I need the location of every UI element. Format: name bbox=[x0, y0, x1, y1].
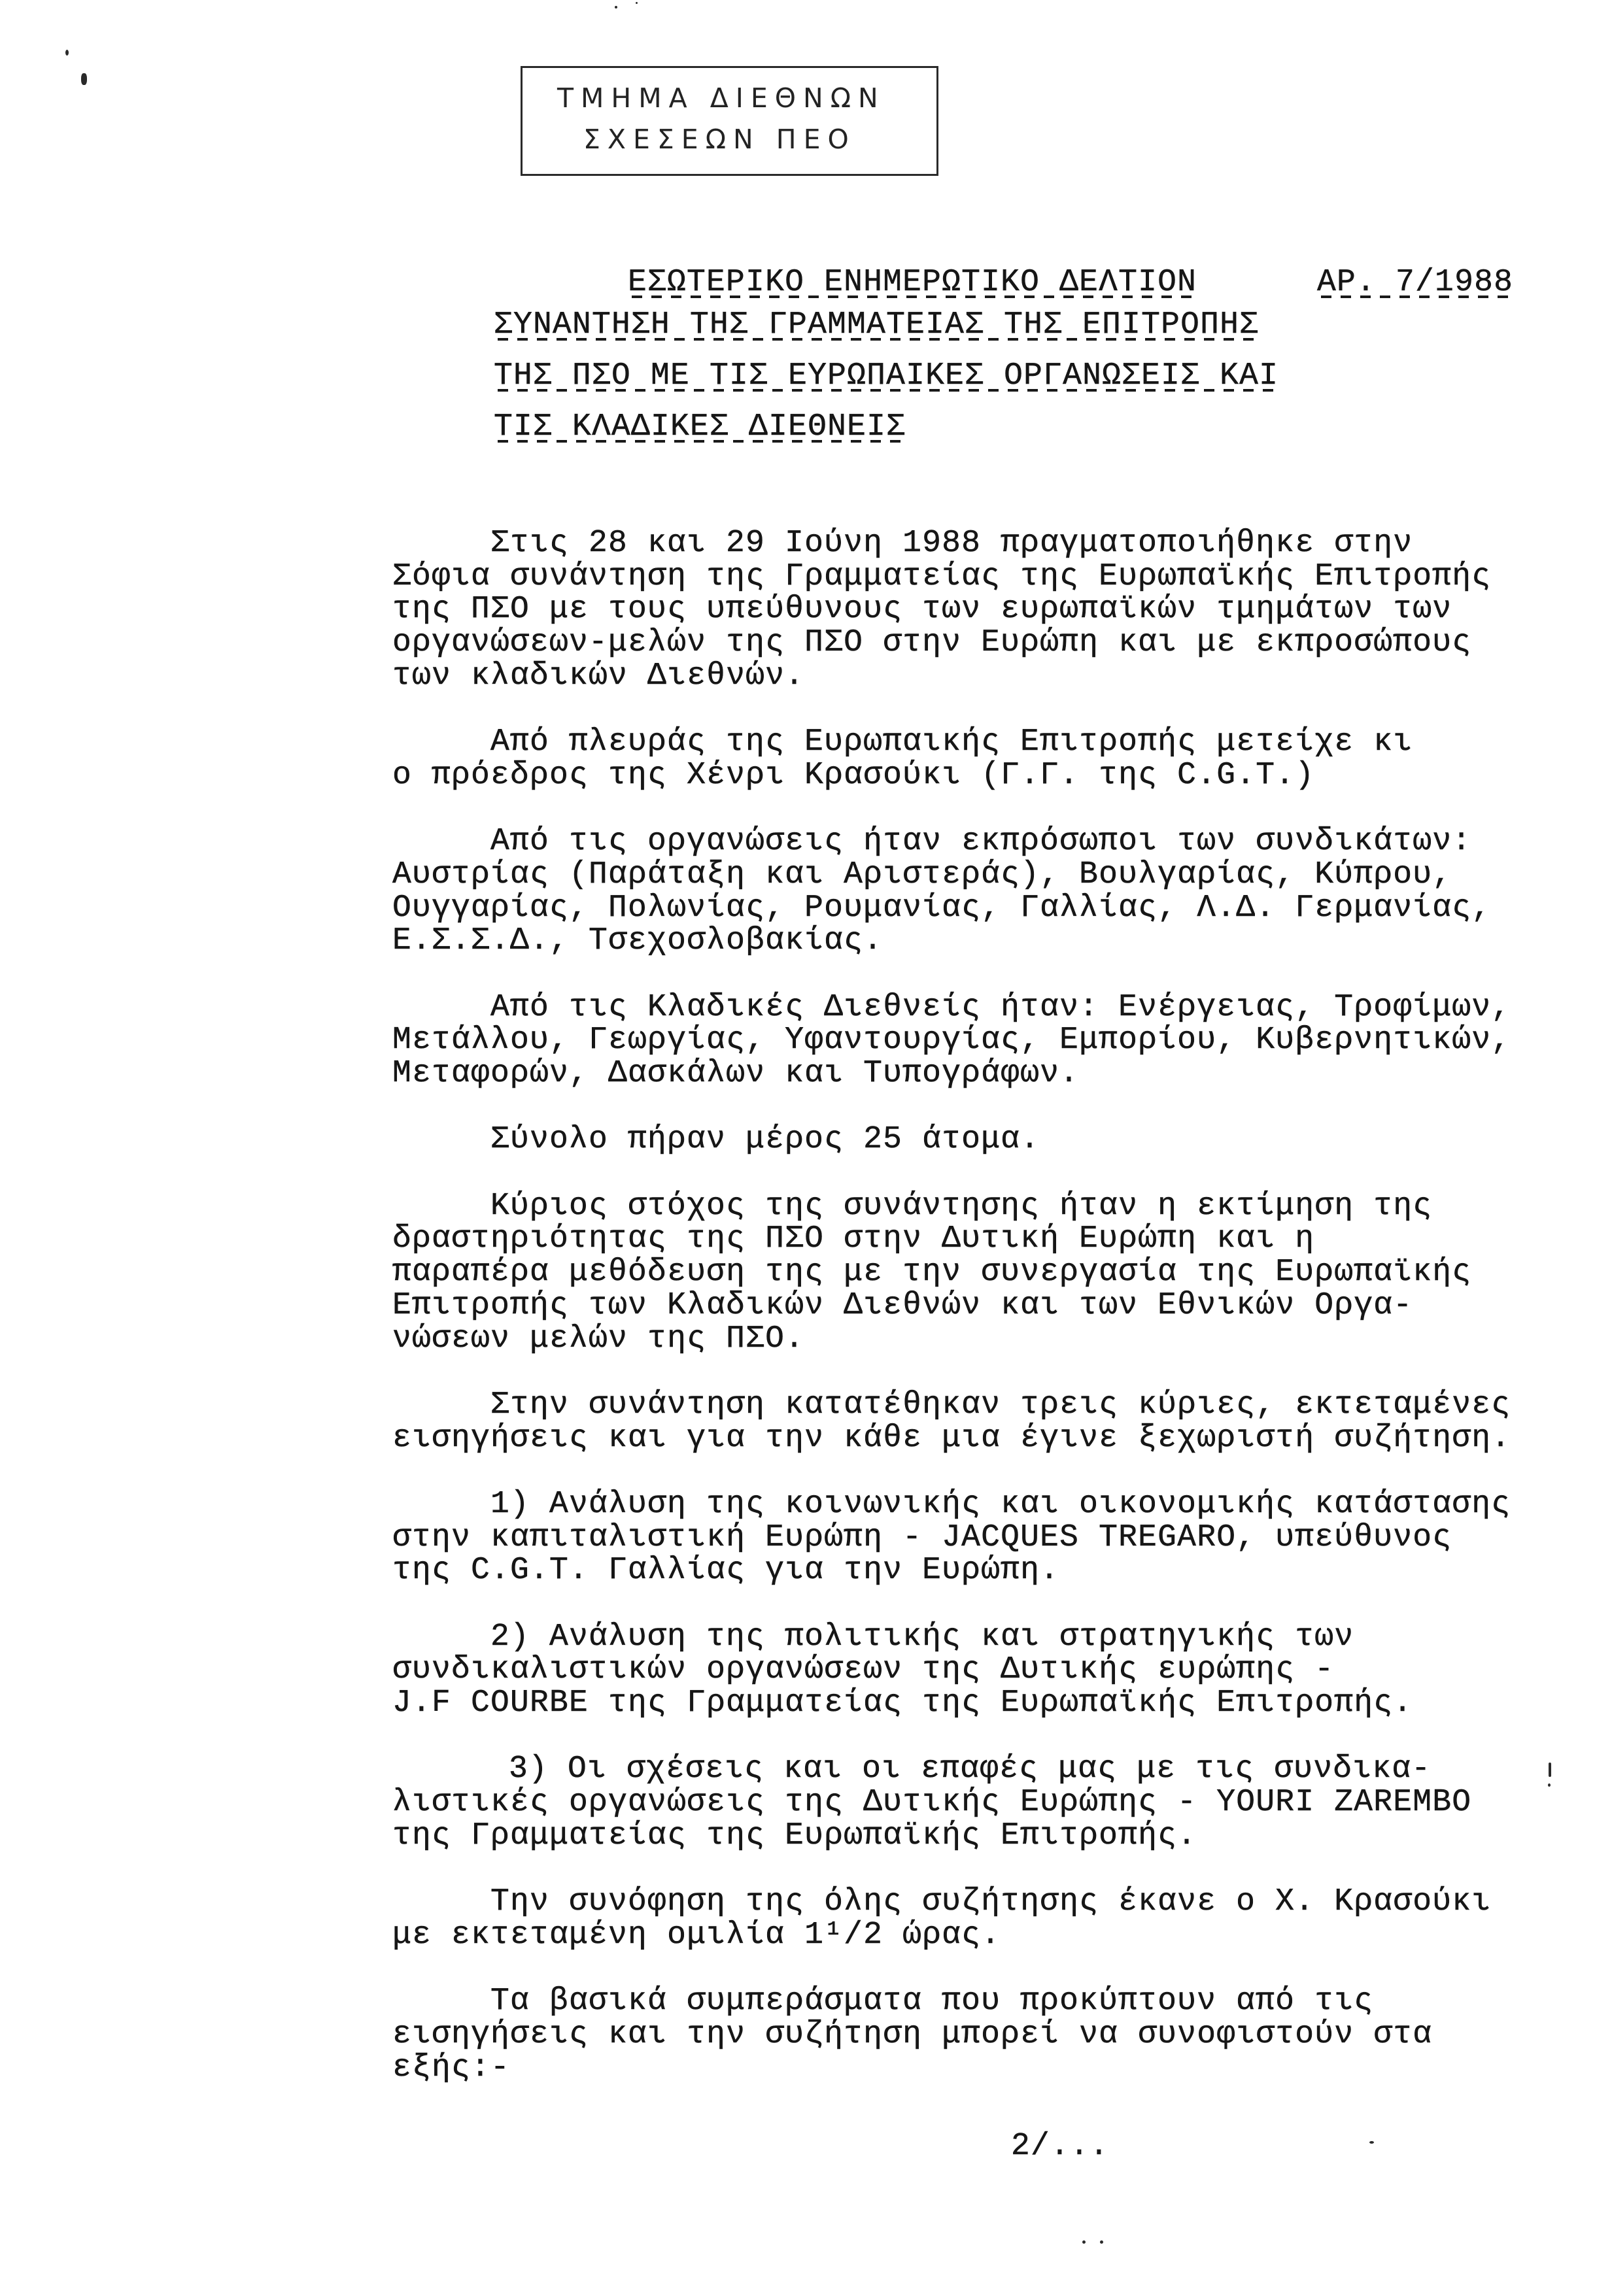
subject-line: ΣΥΝΑΝΤΗΣΗ ΤΗΣ ΓΡΑΜΜΑΤΕΙΑΣ ΤΗΣ ΕΠΙΤΡΟΠΗΣ bbox=[494, 307, 1260, 343]
paragraph bbox=[392, 1985, 1583, 2084]
paragraph-line: με εκτεταμένη ομιλία 1¹/2 ώρας. bbox=[392, 1917, 1001, 1953]
paragraph-line: Μετάλλου, Γεωργίας, Υφαντουργίας, Εμπορίου, Κυβερνητικών, bbox=[392, 1022, 1511, 1058]
paragraph-line: εισηγήσεις και για την κάθε μια έγινε ξεχωριστή συζήτηση. bbox=[392, 1420, 1511, 1456]
paragraph-line: Τα βασικά συμπεράσματα που προκύπτουν από τις bbox=[490, 1984, 1374, 2019]
scan-speck bbox=[1100, 2240, 1103, 2244]
paragraph-line: οργανώσεων-μελών της ΠΣΟ στην Ευρώπη και με εκπροσώπους bbox=[392, 625, 1472, 661]
department-stamp bbox=[521, 66, 938, 176]
paragraph bbox=[392, 991, 1583, 1090]
paragraph-line: δραστηριότητας της ΠΣΟ στην Δυτική Ευρώπη και η bbox=[392, 1221, 1315, 1257]
bulletin-number-row bbox=[1239, 233, 1514, 300]
scan-speck bbox=[1369, 2141, 1374, 2144]
paragraph-line: λιστικές οργανώσεις της Δυτικής Ευρώπης - YOURI ZAREMBO bbox=[392, 1785, 1472, 1821]
paragraph bbox=[392, 1488, 1583, 1587]
paragraph-line: της ΠΣΟ με τους υπεύθυνους των ευρωπαϊκών τμημάτων των bbox=[392, 592, 1452, 628]
paragraph-line: Κύριος στόχος της συνάντησης ήταν η εκτίμηση της bbox=[490, 1188, 1433, 1224]
paragraph-line: των κλαδικών Διεθνών. bbox=[392, 658, 805, 694]
paragraph-line: Από τις οργανώσεις ήταν εκπρόσωποι των συνδικάτων: bbox=[490, 824, 1472, 860]
paragraph-line: παραπέρα μεθόδευση της με την συνεργασία της Ευρωπαϊκής bbox=[392, 1255, 1472, 1291]
paragraph-line: συνδικαλιστικών οργανώσεων της Δυτικής ευρώπης - bbox=[392, 1652, 1335, 1688]
paragraph-line: J.F COURBE της Γραμματείας της Ευρωπαϊκής Επιτροπής. bbox=[392, 1685, 1413, 1721]
paragraph-line: Στις 28 και 29 Ιούνη 1988 πραγματοποιήθηκε στην bbox=[490, 526, 1413, 561]
scan-speck bbox=[1082, 2240, 1086, 2244]
paragraph-line: Ε.Σ.Σ.Δ., Τσεχοσλοβακίας. bbox=[392, 923, 883, 959]
paragraph bbox=[392, 1123, 1583, 1156]
paragraph-line: της C.G.T. Γαλλίας για την Ευρώπη. bbox=[392, 1553, 1060, 1589]
body-text bbox=[392, 527, 1583, 2118]
page-continuation: 2/... bbox=[1011, 2129, 1110, 2164]
paragraph-line: 1) Ανάλυση της κοινωνικής και οικονομικής κατάστασης bbox=[490, 1486, 1511, 1522]
paragraph-line: Σύνολο πήραν μέρος 25 άτομα. bbox=[490, 1122, 1040, 1158]
paragraph bbox=[392, 1389, 1583, 1455]
paragraph-line: Στην συνάντηση κατατέθηκαν τρεις κύριες, εκτεταμένες bbox=[490, 1387, 1511, 1423]
bulletin-title-row bbox=[549, 233, 1197, 300]
stamp-line: ΣΧΕΣΕΩΝ ΠΕΟ bbox=[583, 124, 856, 155]
paragraph-line: Ουγγαρίας, Πολωνίας, Ρουμανίας, Γαλλίας, Λ.Δ. Γερμανίας, bbox=[392, 890, 1492, 926]
paragraph bbox=[392, 1885, 1583, 1951]
paragraph-line: της Γραμματείας της Ευρωπαϊκής Επιτροπής. bbox=[392, 1817, 1197, 1853]
paragraph-line: Σόφια συνάντηση της Γραμματείας της Ευρωπαϊκής Επιτροπής bbox=[392, 558, 1492, 594]
paragraph-line: 3) Οι σχέσεις και οι επαφές μας με τις συνδικα- bbox=[509, 1751, 1432, 1787]
paragraph-line: Την συνόφηση της όλης συζήτησης έκανε ο Χ. Κρασούκι bbox=[490, 1884, 1492, 1920]
stamp-line: ΤΜΗΜΑ ΔΙΕΘΝΩΝ bbox=[557, 82, 885, 114]
paragraph bbox=[392, 1753, 1583, 1852]
paragraph-line: εισηγήσεις και την συζήτηση μπορεί να συνοφιστούν στα bbox=[392, 2016, 1433, 2052]
paragraph-line: ο πρόεδρος της Χένρι Κρασούκι (Γ.Γ. της C.G.T.) bbox=[392, 757, 1315, 793]
paragraph-line: Επιτροπής των Κλαδικών Διεθνών και των Εθνικών Οργα- bbox=[392, 1287, 1413, 1323]
paragraph-line: Από πλευράς της Ευρωπαικής Επιτροπής μετείχε κι bbox=[490, 724, 1413, 760]
subject-heading bbox=[494, 299, 1278, 452]
paragraph-line: στην καπιταλιστική Ευρώπη - JACQUES TREGARO, υπεύθυνος bbox=[392, 1519, 1452, 1555]
paragraph bbox=[392, 825, 1583, 958]
paragraph-line: νώσεων μελών της ΠΣΟ. bbox=[392, 1321, 805, 1357]
bulletin-number: ΑΡ. 7/1988 bbox=[1317, 264, 1514, 300]
paragraph-line: Μεταφορών, Δασκάλων και Τυπογράφων. bbox=[392, 1056, 1080, 1091]
scan-speck bbox=[65, 50, 69, 56]
paragraph-line: Αυστρίας (Παράταξη και Αριστεράς), Βουλγαρίας, Κύπρου, bbox=[392, 856, 1452, 892]
subject-line: ΤΗΣ ΠΣΟ ΜΕ ΤΙΣ ΕΥΡΩΠΑΙΚΕΣ ΟΡΓΑΝΩΣΕΙΣ ΚΑΙ bbox=[494, 358, 1279, 394]
paragraph-line: 2) Ανάλυση της πολιτικής και στρατηγικής των bbox=[490, 1619, 1354, 1655]
scan-speck bbox=[615, 6, 617, 8]
paragraph bbox=[392, 1190, 1583, 1355]
scan-speck bbox=[81, 73, 87, 85]
paragraph bbox=[392, 726, 1583, 792]
paragraph-line: Από τις Κλαδικές Διεθνείς ήταν: Ενέργειας, Τροφίμων, bbox=[490, 989, 1511, 1025]
subject-line: ΤΙΣ ΚΛΑΔΙΚΕΣ ΔΙΕΘΝΕΙΣ bbox=[494, 409, 906, 445]
bulletin-title: ΕΣΩΤΕΡΙΚΟ ΕΝΗΜΕΡΩΤΙΚΟ ΔΕΛΤΙΟΝ bbox=[628, 264, 1197, 300]
scan-speck bbox=[636, 2, 638, 4]
paragraph bbox=[392, 527, 1583, 692]
paragraph-line: εξής:- bbox=[392, 2050, 511, 2085]
paragraph bbox=[392, 1621, 1583, 1720]
